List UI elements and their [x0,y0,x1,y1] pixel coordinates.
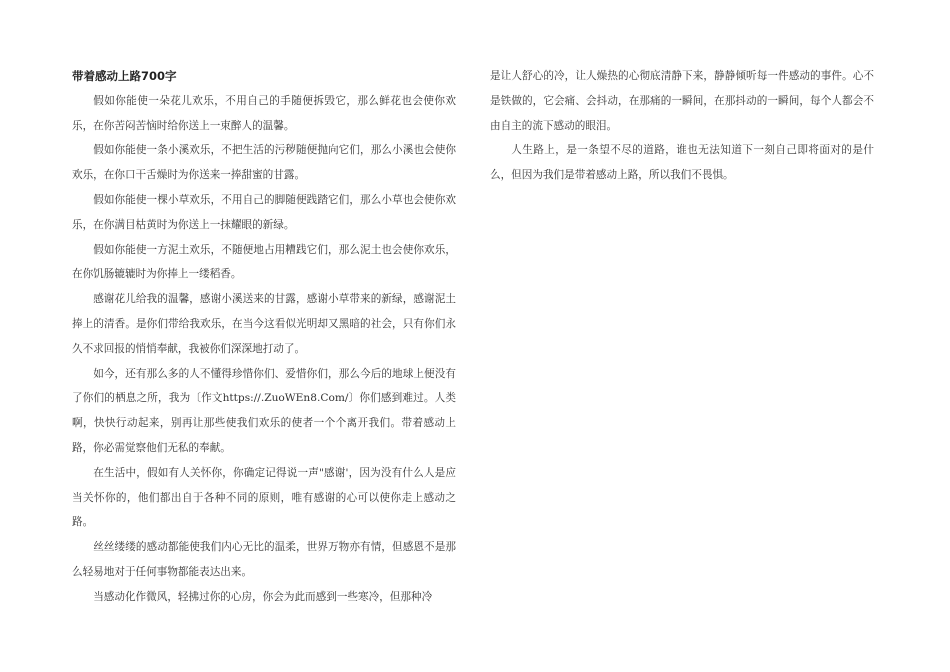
paragraph: 丝丝缕缕的感动都能使我们内心无比的温柔，世界万物亦有情，但感恩不是那么轻易地对于任何事物都能表达出来。 [72,541,456,578]
document-title: 带着感动上路700字 [72,69,177,83]
paragraph: 人生路上，是一条望不尽的道路，谁也无法知道下一刻自己即将面对的是什么，但因为我们是带着感动上路，所以我们不畏惧。 [490,144,874,182]
right-column [490,64,874,188]
paragraph: 假如你能使一条小溪欢乐，不把生活的污秽随便抛向它们，那么小溪也会使你欢乐，在你口干舌燥时为你送来一捧甜蜜的甘露。 [72,144,456,182]
paragraph: 感谢花儿给我的温馨，感谢小溪送来的甘露，感谢小草带来的新绿，感谢泥土捧上的清香。是你们带给我欢乐，在当今这看似光明却又黑暗的社会，只有你们永久不求回报的悄悄奉献，我被你们深深地打动了。 [72,293,456,355]
left-column [72,64,456,610]
paragraph: 如今，还有那么多的人不懂得珍惜你们、爱惜你们，那么今后的地球上便没有了你们的栖息之所，我为〔作文https://.ZuoWEn8.Com/〕你们感到难过。人类啊，快快行动起来，别再让那些使我们欢乐的使者一个个离开我们。带着感动上路，你必需觉察他们无私的奉献。 [72,367,456,454]
paragraph: 当感动化作微风，轻拂过你的心房，你会为此而感到一些寒冷，但那种冷 [93,590,433,603]
paragraph: 假如你能使一棵小草欢乐，不用自己的脚随便践踏它们，那么小草也会使你欢乐，在你满目枯黄时为你送上一抹耀眼的新绿。 [72,193,456,231]
paragraph: 假如你能使一方泥土欢乐，不随便地占用糟践它们，那么泥土也会使你欢乐，在你饥肠辘辘时为你捧上一缕稻香。 [72,243,456,281]
paragraph: 在生活中，假如有人关怀你，你确定记得说一声"感谢'，因为没有什么人是应当关怀你的，他们都出自于各种不同的原则，唯有感谢的心可以使你走上感动之路。 [72,466,456,529]
paragraph-continuation: 是让人舒心的冷，让人燥热的心彻底清静下来，静静倾听每一件感动的事件。心不是铁做的，它会痛、会抖动，在那痛的一瞬间，在那抖动的一瞬间，每个人都会不由自主的流下感动的眼泪。 [490,70,874,132]
paragraph: 假如你能使一朵花儿欢乐，不用自己的手随便拆毁它，那么鲜花也会使你欢乐，在你苦闷苦恼时给你送上一束醉人的温馨。 [72,94,456,132]
